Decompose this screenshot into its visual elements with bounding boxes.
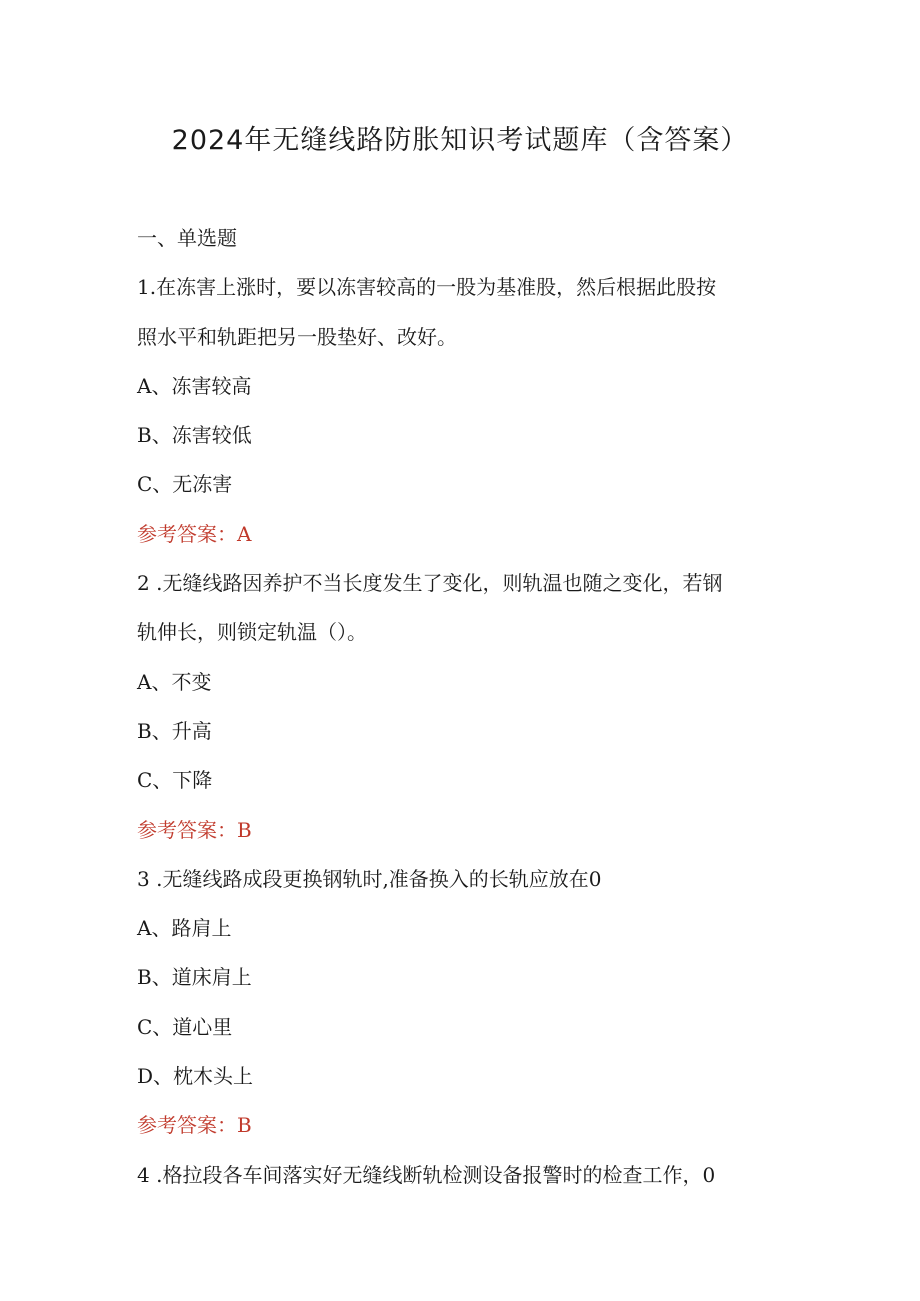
- option-b: B、道床肩上: [137, 965, 252, 990]
- reference-answer: 参考答案：A: [137, 521, 252, 546]
- question-stem-line: 2 .无缝线路因养护不当长度发生了变化，则轨温也随之变化，若钢: [137, 571, 723, 596]
- option-a: A、冻害较高: [137, 373, 252, 398]
- question-4: [137, 1151, 787, 1200]
- reference-answer: 参考答案：B: [137, 1113, 252, 1138]
- option-c: C、无冻害: [137, 472, 233, 497]
- option-b: B、冻害较低: [137, 423, 252, 448]
- section-heading: 一、单选题: [137, 226, 237, 250]
- option-c: C、道心里: [137, 1014, 233, 1039]
- reference-answer: 参考答案：B: [137, 817, 252, 842]
- question-stem-line: 照水平和轨距把另一股垫好、改好。: [137, 324, 457, 349]
- question-2: [137, 559, 787, 855]
- question-stem-line: 轨伸长，则锁定轨温（）。: [137, 620, 367, 645]
- question-stem-line: 4 .格拉段各车间落实好无缝线断轨检测设备报警时的检查工作，0: [137, 1162, 716, 1187]
- question-3: [137, 855, 787, 1151]
- question-stem-line: 1.在冻害上涨时，要以冻害较高的一股为基准股，然后根据此股按: [137, 275, 717, 300]
- option-c: C、下降: [137, 768, 213, 793]
- option-d: D、枕木头上: [137, 1064, 254, 1089]
- option-b: B、升高: [137, 718, 212, 743]
- question-stem-line: 3 .无缝线路成段更换钢轨时,准备换入的长轨应放在0: [137, 866, 602, 891]
- question-1: [137, 263, 787, 559]
- option-a: A、不变: [137, 669, 212, 694]
- document-title: 2024年无缝线路防胀知识考试题库（含答案）: [171, 125, 749, 156]
- document-body: [137, 214, 787, 1200]
- option-a: A、路肩上: [137, 916, 232, 941]
